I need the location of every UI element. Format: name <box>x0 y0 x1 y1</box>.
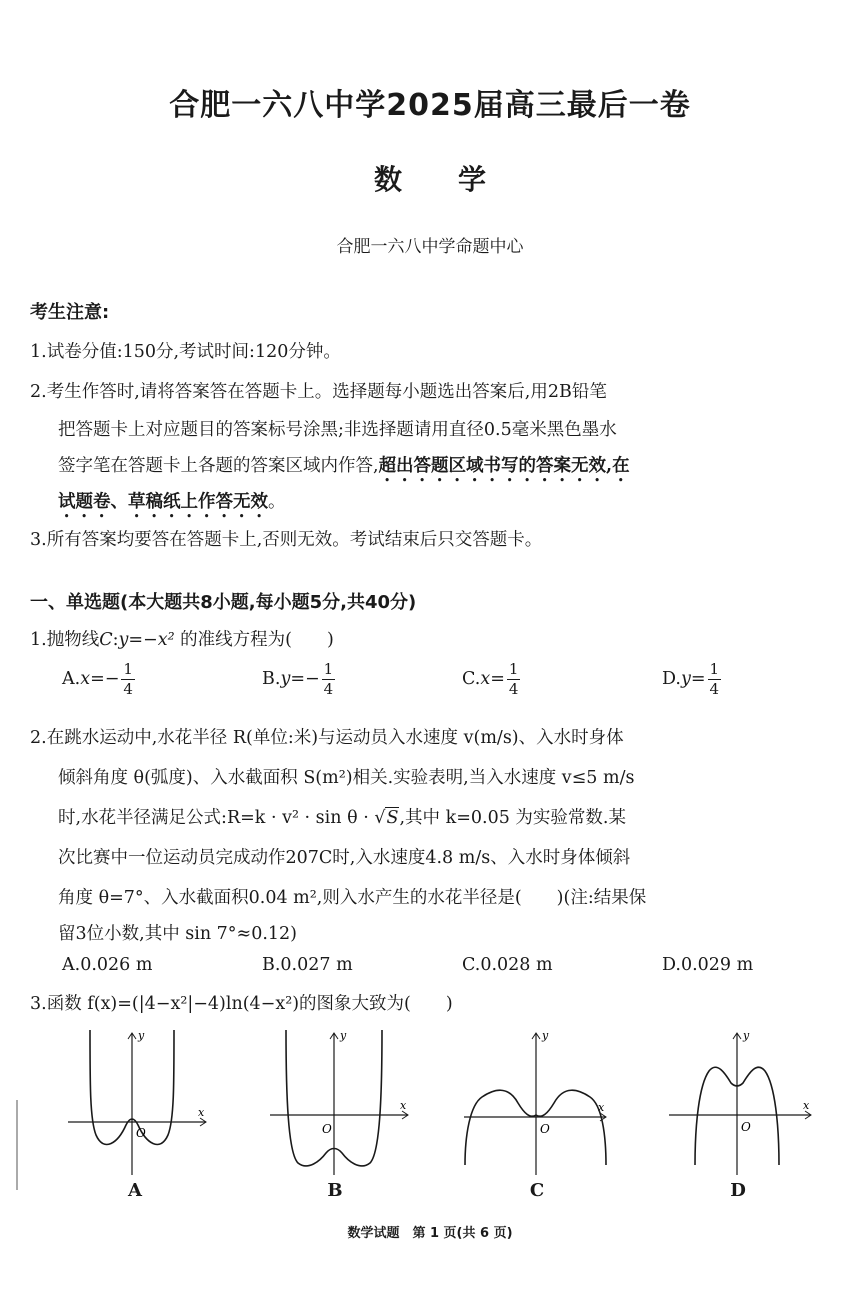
scan-margin-line <box>16 1100 18 1190</box>
graph-a-y-label: y <box>138 1029 145 1042</box>
q2-option-c: C.0.028 m <box>462 955 553 975</box>
graph-b-y-label: y <box>340 1029 347 1042</box>
graph-a-origin: O <box>136 1126 146 1140</box>
graph-d-y-label: y <box>743 1029 750 1042</box>
q2-line-3: 时,水花半径满足公式:R=k · v² · sin θ · √S,其中 k=0.05 为实验常数.某 <box>58 808 626 828</box>
author-line: 合肥一六八中学命题中心 <box>336 237 524 257</box>
q1-option-c: C.x= $\frac{1}{4}$ <box>462 660 519 698</box>
graph-c-label: C <box>529 1180 545 1201</box>
graph-c <box>460 1025 610 1175</box>
section-heading: 一、单选题(本大题共8小题,每小题5分,共40分) <box>30 592 417 613</box>
exam-title: 合肥一六八中学2025届高三最后一卷 <box>169 88 691 123</box>
graph-c-y-label: y <box>542 1029 549 1042</box>
graph-a-label: A <box>128 1180 142 1201</box>
q1-option-d: D.y= $\frac{1}{4}$ <box>662 660 720 698</box>
q2-line-2: 倾斜角度 θ(弧度)、入水截面积 S(m²)相关.实验表明,当入水速度 v≤5 m/s <box>58 768 635 788</box>
graph-b-label: B <box>327 1180 343 1201</box>
notice-item-2: 2.考生作答时,请将答案答在答题卡上。选择题每小题选出答案后,用2B铅笔 <box>30 382 607 402</box>
q2-option-d: D.0.029 m <box>662 955 754 975</box>
notice-item-2-cont-2: 签字笔在答题卡上各题的答案区域内作答,超出答题区域书写的答案无效,在 <box>58 456 630 476</box>
notice-item-1: 1.试卷分值:150分,考试时间:120分钟。 <box>30 342 341 362</box>
notice-item-2-cont-1: 把答题卡上对应题目的答案标号涂黑;非选择题请用直径0.5毫米黑色墨水 <box>58 420 617 440</box>
q1-option-a: A.x=− $\frac{1}{4}$ <box>62 660 133 698</box>
notice-heading: 考生注意: <box>30 302 110 323</box>
q2-line-5: 角度 θ=7°、入水截面积0.04 m²,则入水产生的水花半径是( )(注:结果保 <box>58 888 647 908</box>
q2-line-4: 次比赛中一位运动员完成动作207C时,入水速度4.8 m/s、入水时身体倾斜 <box>58 848 631 868</box>
emphasis-text-1: 超出答题区域书写的答案无效,在 <box>378 456 630 476</box>
q3-stem: 3.函数 f(x)=(|4−x²|−4)ln(4−x²)的图象大致为( ) <box>30 994 453 1014</box>
q2-line-1: 2.在跳水运动中,水花半径 R(单位:米)与运动员入水速度 v(m/s)、入水时身体 <box>30 728 624 748</box>
graph-b-x-label: x <box>400 1099 407 1112</box>
emphasis-text-2: 试题卷、草稿纸上作答无效 <box>58 492 268 512</box>
subject-title: 数 学 <box>373 163 486 196</box>
graph-c-x-label: x <box>598 1101 605 1114</box>
page-footer: 数学试题 第 1 页(共 6 页) <box>347 1226 513 1241</box>
graph-c-origin: O <box>540 1122 550 1136</box>
graph-b-origin: O <box>322 1122 332 1136</box>
graph-d-label: D <box>730 1180 746 1201</box>
graph-d-origin: O <box>741 1120 751 1134</box>
q2-option-b: B.0.027 m <box>262 955 353 975</box>
graph-a <box>60 1025 210 1175</box>
notice-item-2-cont-3: 试题卷、草稿纸上作答无效。 <box>58 492 286 512</box>
graph-b <box>262 1025 412 1175</box>
graph-a-x-label: x <box>198 1106 205 1119</box>
graph-d <box>665 1025 815 1175</box>
notice-item-3: 3.所有答案均要答在答题卡上,否则无效。考试结束后只交答题卡。 <box>30 530 543 550</box>
q2-line-6: 留3位小数,其中 sin 7°≈0.12) <box>58 924 298 944</box>
q1-stem: 1.抛物线C:y=−x² 的准线方程为( ) <box>30 630 334 650</box>
graph-d-x-label: x <box>803 1099 810 1112</box>
q2-option-a: A.0.026 m <box>62 955 153 975</box>
q1-option-b: B.y=− $\frac{1}{4}$ <box>262 660 334 698</box>
